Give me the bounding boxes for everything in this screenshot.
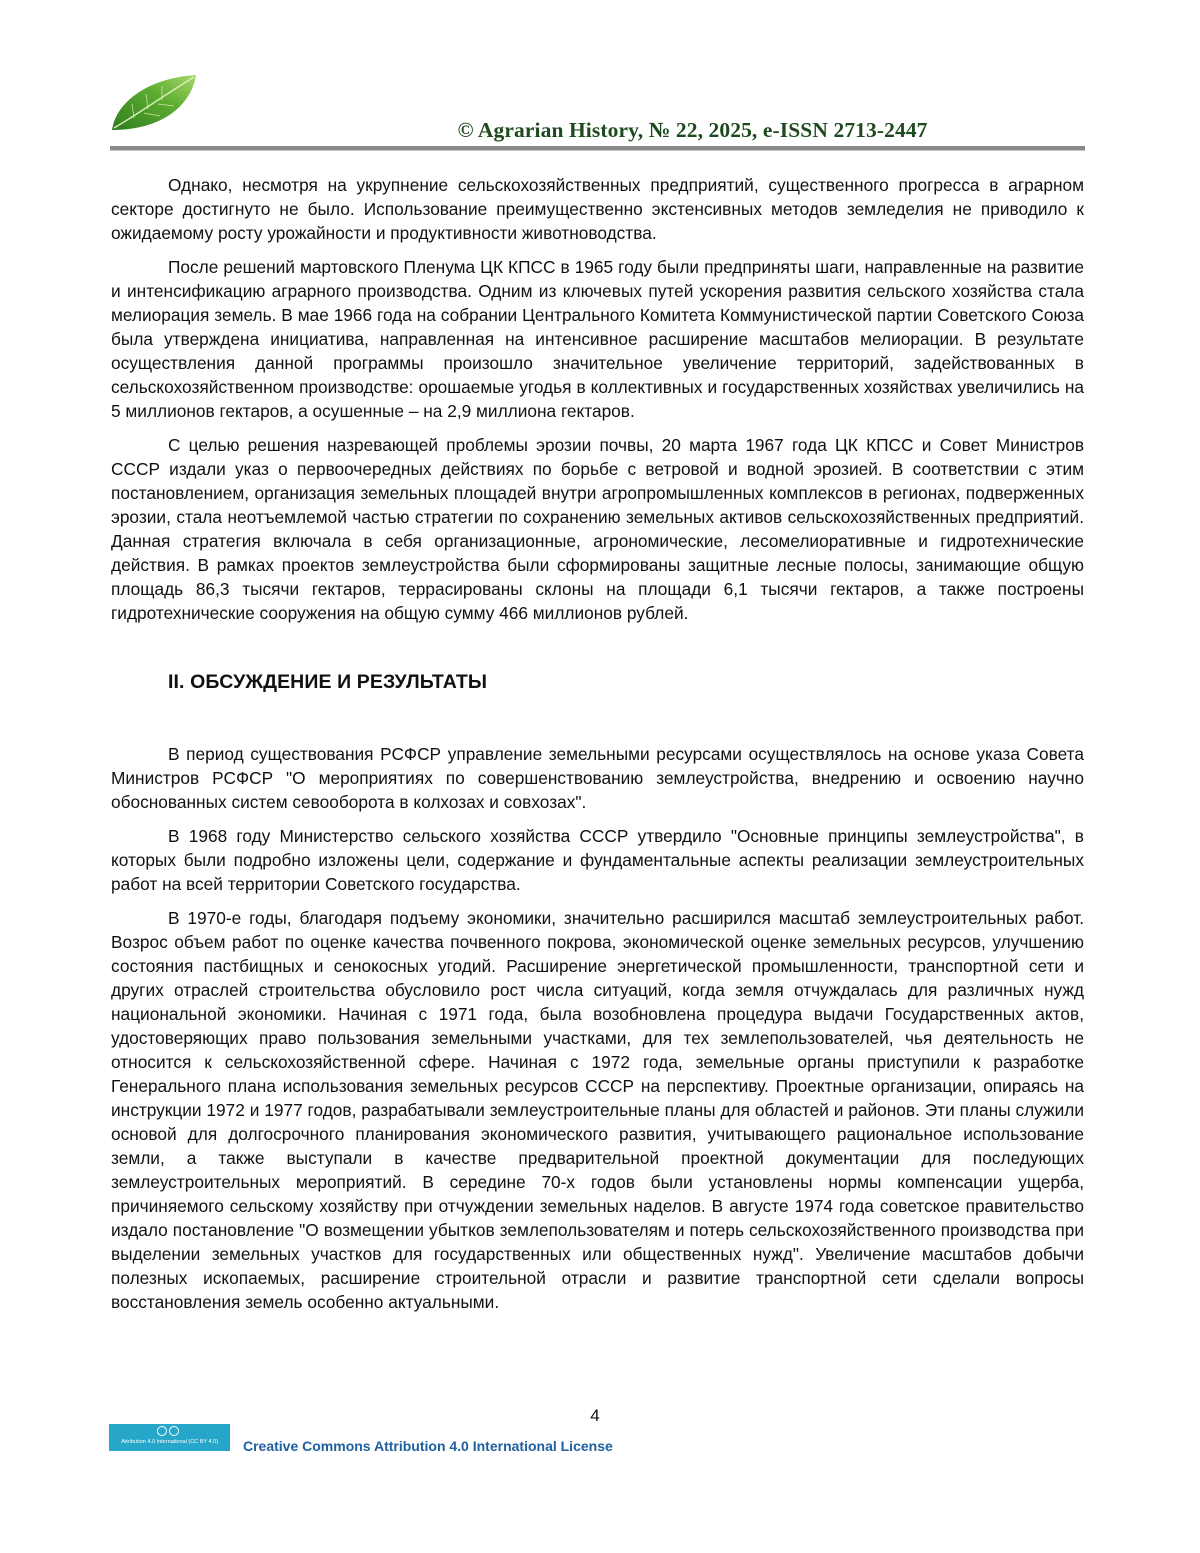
cc-license-badge[interactable] [109,1424,230,1451]
article-body [111,173,1084,1324]
paragraph: После решений мартовского Пленума ЦК КПСС в 1965 году были предприняты шаги, направленные на развитие и интенсификацию аграрного производства. Одним из ключевых путей ускорения развития сельского хозяйства стала мелиорация земель. В мае 1966 года на собрании Центрального Комитета Коммунистической партии Советского Союза была утверждена инициатива, направленная на интенсивное расширение масштабов мелиорации. В результате осуществления данной программы произошло значительное увеличение территорий, задействованных в сельскохозяйственном производстве: орошаемые угодья в коллективных и государственных хозяйствах увеличились на 5 миллионов гектаров, а осушенные – на 2,9 миллиона гектаров. [111,257,1084,421]
leaf-icon [108,72,200,134]
journal-title: © Agrarian History, № 22, 2025, e-ISSN 2713-2447 [457,118,928,142]
license-link[interactable]: Creative Commons Attribution 4.0 International License [243,1438,613,1454]
page-number: 4 [590,1406,600,1425]
paragraph: В период существования РСФСР управление земельными ресурсами осуществлялось на основе указа Совета Министров РСФСР "О мероприятиях по совершенствованию землеустройства, внедрению и освоению научно обоснованных систем севооборота в колхозах и совхозах". [111,744,1084,812]
header-divider-shadow [110,150,1085,151]
section-heading: II. ОБСУЖДЕНИЕ И РЕЗУЛЬТАТЫ [168,671,488,693]
paragraph: Однако, несмотря на укрупнение сельскохозяйственных предприятий, существенного прогресса в аграрном секторе достигнуто не было. Использование преимущественно экстенсивных методов земледелия не приводило к ожидаемому росту урожайности и продуктивности животноводства. [111,175,1084,243]
paragraph: В 1968 году Министерство сельского хозяйства СССР утвердило "Основные принципы землеустройства", в которых были подробно изложены цели, содержание и фундаментальные аспекты реализации землеустроительных работ на всей территории Советского государства. [111,826,1084,894]
paragraph: В 1970-е годы, благодаря подъему экономики, значительно расширился масштаб землеустроительных работ. Возрос объем работ по оценке качества почвенного покрова, экономической оценке земельных ресурсов, улучшению состояния пастбищных и сенокосных угодий. Расширение энергетической промышленности, транспортной сети и других отраслей строительства обусловило рост числа ситуаций, когда земля отчуждалась для различных нужд национальной экономики. Начиная с 1971 года, была возобновлена процедура выдачи Государственных актов, удостоверяющих право пользования земельными участками, для тех землепользователей, чья деятельность не относится к сельскохозяйственной сфере. Начиная с 1972 года, земельные органы приступили к разработке Генерального плана использования земельных ресурсов СССР на перспективу. Проектные организации, опираясь на инструкции 1972 и 1977 годов, разрабатывали землеустроительные планы для областей и районов. Эти планы служили основой для долгосрочного планирования экономического развития, учитывающего рациональное использование земли, а также выступали в качестве предварительной проектной документации для последующих землеустроительных мероприятий. В середине 70-х годов были установлены нормы компенсации ущерба, причиняемого сельскому хозяйству при отчуждении земельных наделов. В августе 1974 года советское правительство издало постановление "О возмещении убытков землепользователям и потерь сельскохозяйственного производства при выделении земельных участков для государственных или общественных нужд". Увеличение масштабов добычи полезных ископаемых, расширение строительной отрасли и развитие транспортной сети сделали вопросы восстановления земель особенно актуальными. [111,908,1084,1312]
cc-badge-text: Attribution 4.0 International (CC BY 4.0) [121,1439,218,1445]
cc-icon [157,1426,179,1436]
paragraph: С целью решения назревающей проблемы эрозии почвы, 20 марта 1967 года ЦК КПСС и Совет Министров СССР издали указ о первоочередных действиях по борьбе с ветровой и водной эрозией. В соответствии с этим постановлением, организация земельных площадей внутри агропромышленных комплексов в регионах, подверженных эрозии, стала неотъемлемой частью стратегии по сохранению земельных активов сельскохозяйственных предприятий. Данная стратегия включала в себя организационные, агрономические, лесомелиоративные и гидротехнические действия. В рамках проектов землеустройства были сформированы защитные лесные полосы, занимающие общую площадь 86,3 тысячи гектаров, террасированы склоны на площади 6,1 тысячи гектаров, а также построены гидротехнические сооружения на общую сумму 466 миллионов рублей. [111,435,1084,623]
